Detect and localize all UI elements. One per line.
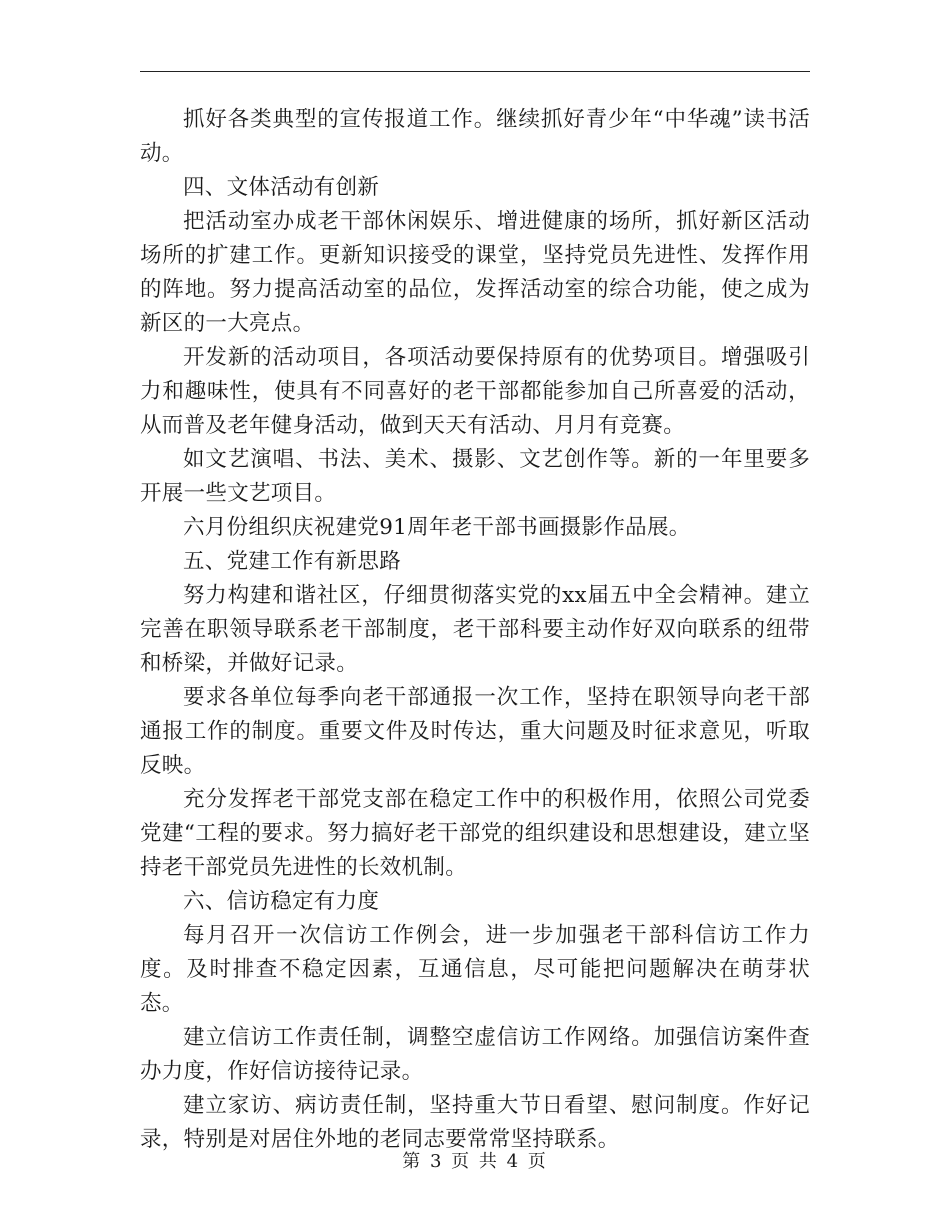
section-heading-5: 五、党建工作有新思路 xyxy=(183,549,402,574)
paragraph-4: 如文艺演唱、书法、美术、摄影、文艺创作等。新的一年里要多开展一些文艺项目。 xyxy=(140,447,810,506)
document-body xyxy=(140,103,810,1157)
paragraph-8: 充分发挥老干部党支部在稳定工作中的积极作用，依照公司党委党建“工程的要求。努力搞好老干部党的组织建设和思想建设，建立坚持老干部党员先进性的长效机制。 xyxy=(140,787,810,880)
paragraph-10: 建立信访工作责任制，调整空虚信访工作网络。加强信访案件查办力度，作好信访接待记录。 xyxy=(140,1025,810,1084)
page-number-footer: 第 3 页 共 4 页 xyxy=(402,1151,548,1172)
paragraph-6: 努力构建和谐社区，仔细贯彻落实党的xx届五中全会精神。建立完善在职领导联系老干部制度，老干部科要主动作好双向联系的纽带和桥梁，并做好记录。 xyxy=(140,583,810,676)
header-rule xyxy=(140,71,810,72)
paragraph-3: 开发新的活动项目，各项活动要保持原有的优势项目。增强吸引力和趣味性，使具有不同喜好的老干部都能参加自己所喜爱的活动，从而普及老年健身活动，做到天天有活动、月月有竞赛。 xyxy=(140,345,810,438)
paragraph-9: 每月召开一次信访工作例会，进一步加强老干部科信访工作力度。及时排查不稳定因素，互通信息，尽可能把问题解决在萌芽状态。 xyxy=(140,923,810,1016)
paragraph-1: 抓好各类典型的宣传报道工作。继续抓好青少年“中华魂”读书活动。 xyxy=(140,107,810,166)
section-heading-6: 六、信访稳定有力度 xyxy=(183,889,380,914)
paragraph-5: 六月份组织庆祝建党91周年老干部书画摄影作品展。 xyxy=(183,515,691,540)
paragraph-11: 建立家访、病访责任制，坚持重大节日看望、慰问制度。作好记录，特别是对居住外地的老同志要常常坚持联系。 xyxy=(140,1093,810,1152)
paragraph-2: 把活动室办成老干部休闲娱乐、增进健康的场所，抓好新区活动场所的扩建工作。更新知识接受的课堂，坚持党员先进性、发挥作用的阵地。努力提高活动室的品位，发挥活动室的综合功能，使之成为新区的一大亮点。 xyxy=(140,209,810,336)
section-heading-4: 四、文体活动有创新 xyxy=(183,175,380,200)
paragraph-7: 要求各单位每季向老干部通报一次工作，坚持在职领导向老干部通报工作的制度。重要文件及时传达，重大问题及时征求意见，听取反映。 xyxy=(140,685,810,778)
